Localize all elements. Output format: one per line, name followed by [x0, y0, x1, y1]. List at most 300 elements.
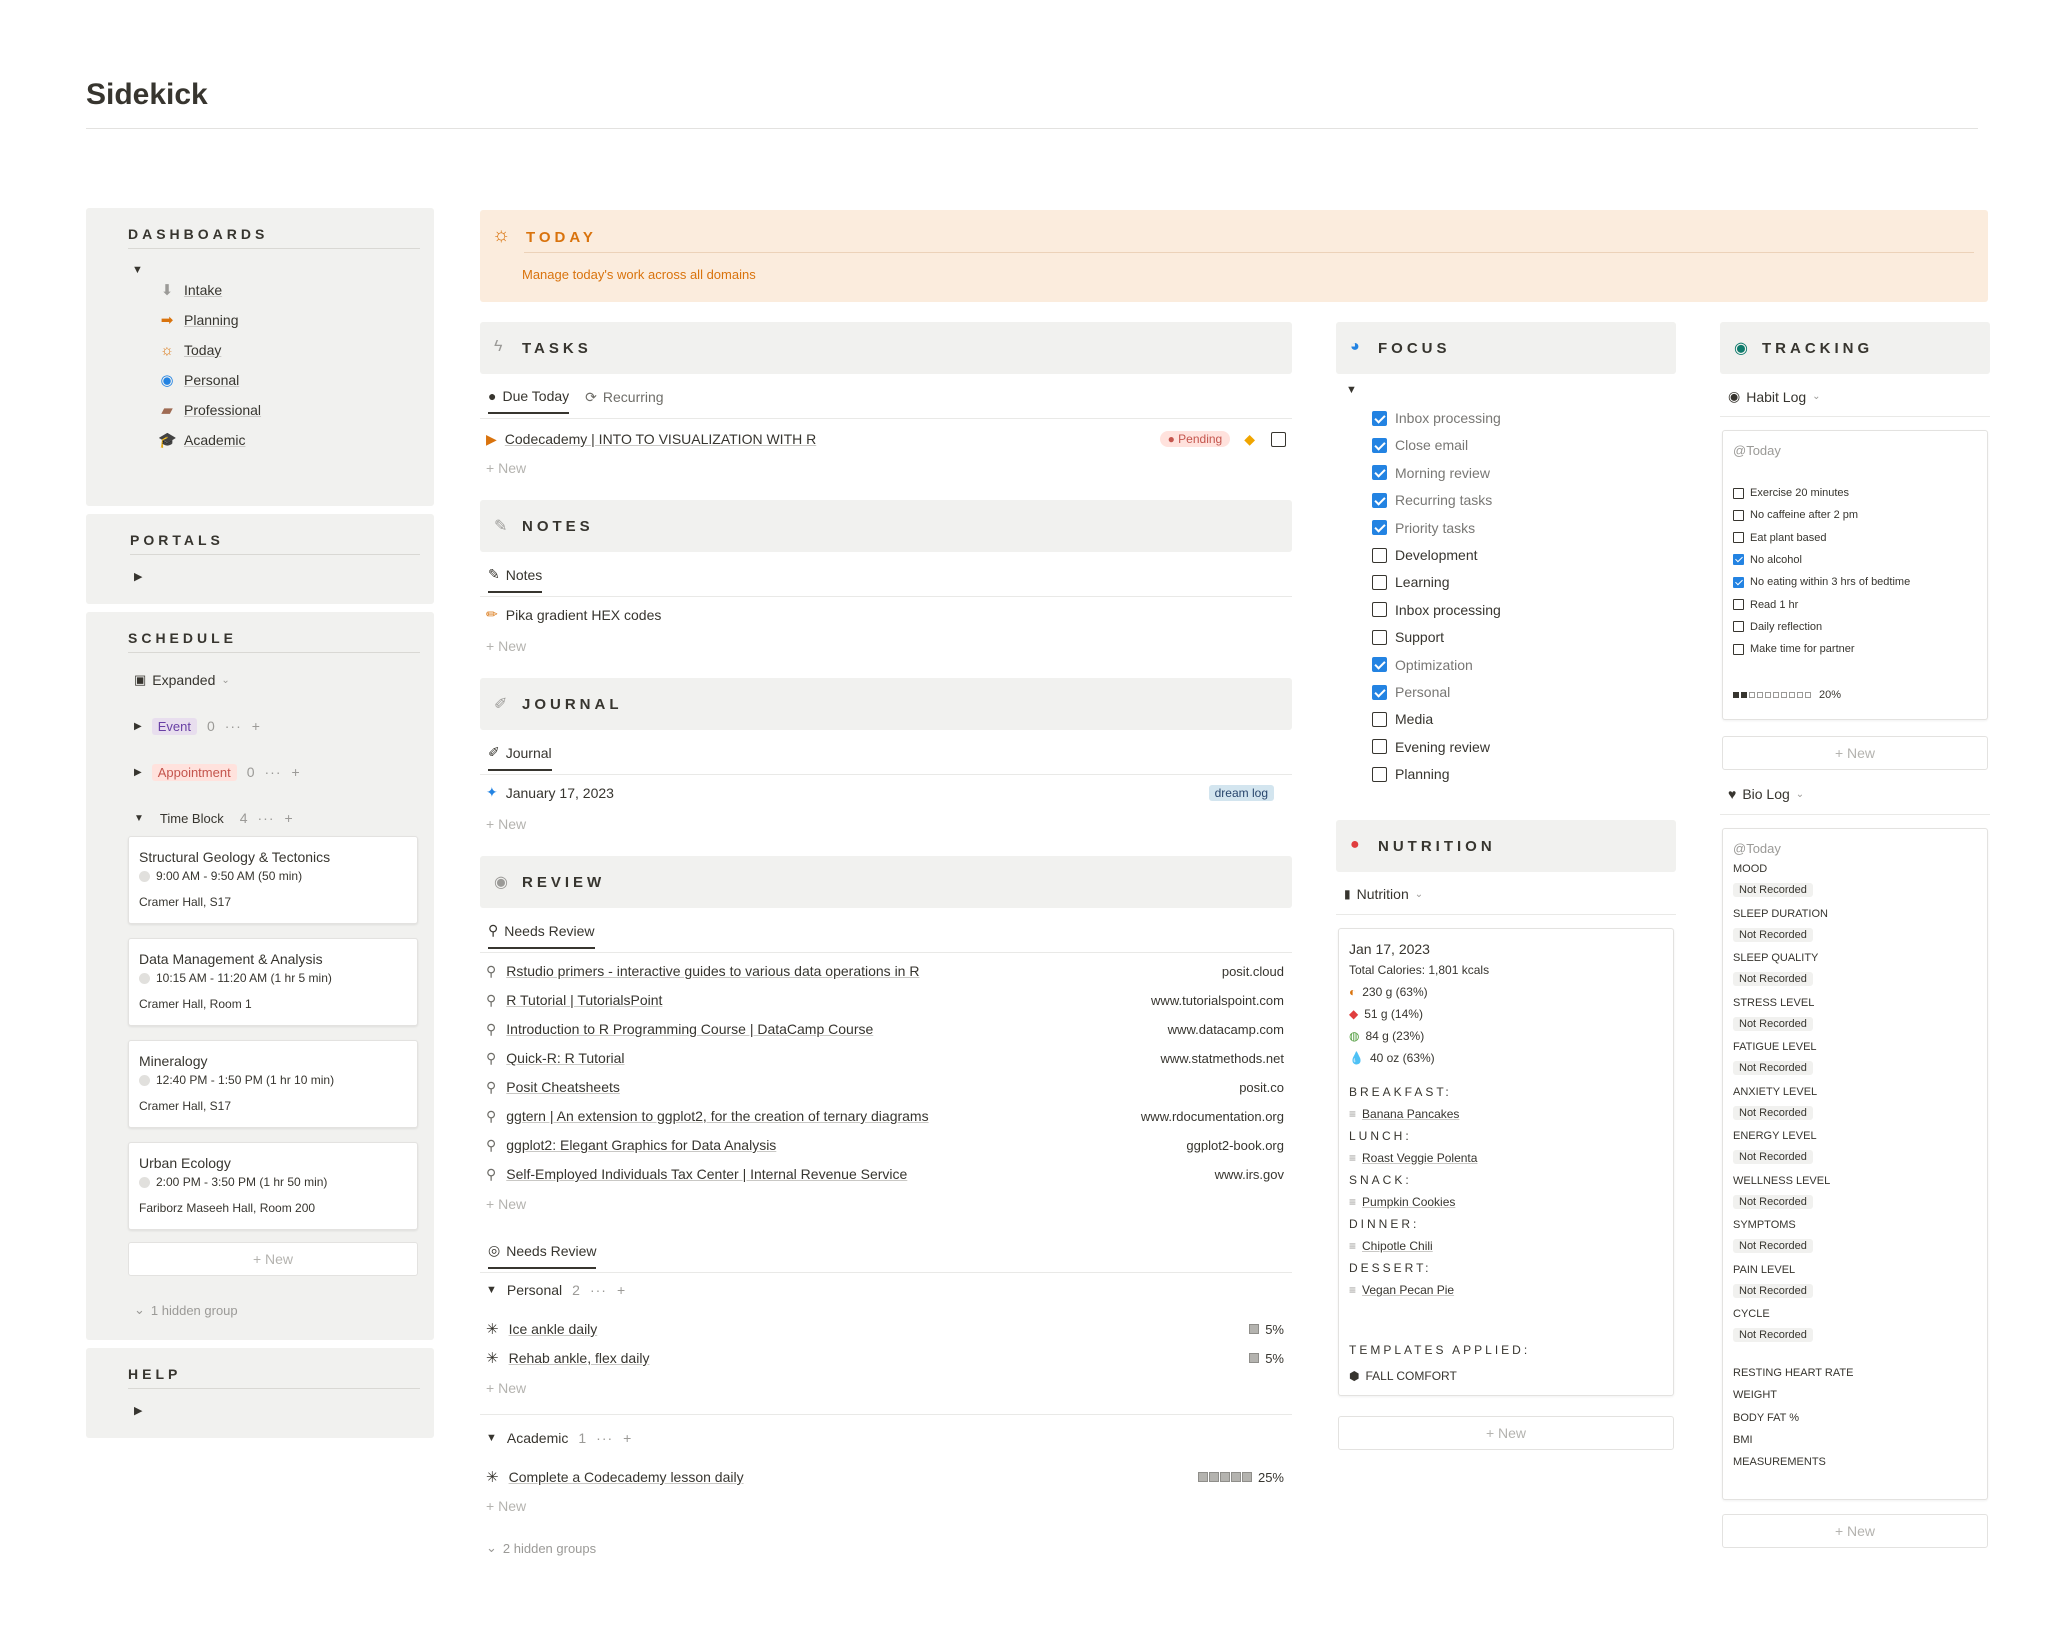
schedule-group-label: Time Block — [154, 810, 230, 827]
focus-item[interactable] — [1372, 518, 1475, 538]
focus-item[interactable] — [1372, 408, 1501, 428]
portals-panel — [86, 514, 434, 604]
note-title[interactable]: Pika gradient HEX codes — [505, 606, 662, 623]
schedule-heading: SCHEDULE — [128, 630, 238, 646]
habit-date: @Today — [1733, 443, 1781, 458]
document-lines-icon: ≡ — [1349, 1151, 1357, 1165]
status-badge-label: Pending — [1178, 432, 1223, 446]
review-hidden-groups-label: 2 hidden groups — [502, 1540, 597, 1556]
schedule-card-place: Fariborz Maseeh Hall, Room 200 — [139, 1201, 316, 1215]
review-divider-2 — [480, 1272, 1292, 1273]
focus-checkbox[interactable] — [1372, 493, 1387, 508]
focus-header — [1336, 322, 1676, 374]
focus-checkbox[interactable] — [1372, 657, 1387, 672]
chevron-down-icon: ⌄ — [134, 1302, 145, 1317]
progress-label: 5% — [1265, 1350, 1284, 1366]
document-lines-icon: ≡ — [1349, 1283, 1357, 1297]
focus-item[interactable] — [1372, 572, 1450, 592]
chevron-down-icon: ⌄ — [221, 674, 230, 686]
review-link-domain: posit.cloud — [1221, 963, 1284, 979]
arrow-right-icon: ➡ — [160, 312, 174, 329]
add-icon[interactable]: + — [251, 718, 261, 734]
paperclip-icon: ⚲ — [486, 1136, 497, 1153]
group-personal-label: Personal — [506, 1282, 563, 1298]
review-link-domain: www.tutorialspoint.com — [1151, 992, 1284, 1008]
document-lines-icon: ≡ — [1349, 1239, 1357, 1253]
habit-item[interactable] — [1733, 487, 1849, 499]
habit-item[interactable] — [1733, 532, 1826, 544]
sun-icon: ☼ — [492, 224, 511, 246]
focus-checkbox[interactable] — [1372, 767, 1387, 782]
review-hidden-groups[interactable] — [486, 1540, 596, 1556]
bio-new-label: New — [1847, 1523, 1876, 1539]
review-link-row[interactable] — [486, 1047, 1288, 1069]
bio-date: @Today — [1733, 841, 1781, 856]
note-row[interactable] — [486, 606, 661, 623]
review-item-title[interactable]: Ice ankle daily — [508, 1321, 598, 1337]
group-academic[interactable] — [486, 1430, 632, 1446]
tab-needs-review-habits[interactable] — [488, 1242, 596, 1269]
journal-new-button[interactable]: + New — [486, 816, 527, 832]
tab-journal-label: Journal — [505, 744, 552, 761]
template-item[interactable] — [1349, 1369, 1457, 1383]
nutrition-view-switcher[interactable] — [1344, 886, 1423, 902]
paperclip-icon: ⚲ — [486, 1107, 497, 1124]
habit-view-switcher[interactable] — [1728, 388, 1821, 405]
review-link-domain: www.rdocumentation.org — [1140, 1108, 1284, 1124]
more-icon[interactable]: ··· — [264, 764, 282, 780]
tab-recurring[interactable] — [585, 389, 663, 414]
task-checkbox[interactable] — [1271, 432, 1286, 447]
user-circle-icon: ◉ — [160, 372, 174, 389]
caret-right-icon: ▶ — [134, 720, 142, 732]
meal-item-name: Roast Veggie Polenta — [1362, 1151, 1478, 1165]
meal-item[interactable] — [1349, 1151, 1477, 1165]
review-new-button[interactable]: + New — [486, 1196, 527, 1212]
focus-heading: FOCUS — [1378, 340, 1451, 357]
paperclip-icon: ⚲ — [486, 1049, 497, 1066]
schedule-card[interactable] — [128, 938, 418, 1026]
progress-label: 25% — [1257, 1469, 1284, 1485]
review-link-domain: posit.co — [1239, 1079, 1284, 1095]
focus-item-label: Close email — [1395, 437, 1469, 454]
pencil-icon: ✏ — [486, 606, 498, 622]
focus-item[interactable] — [1372, 709, 1433, 729]
group-personal[interactable] — [486, 1282, 626, 1298]
edit-icon: ✎ — [494, 518, 508, 535]
personal-new-label: New — [498, 1380, 527, 1396]
edit-icon: ✎ — [488, 566, 500, 582]
progress-bar — [1249, 1353, 1259, 1363]
eye-icon: ◉ — [494, 874, 508, 891]
habit-progress-dots — [1733, 689, 1813, 701]
bio-field-value: Not Recorded — [1733, 972, 1813, 986]
bread-icon: ◐ — [1349, 985, 1357, 999]
meal-label: LUNCH: — [1349, 1129, 1412, 1143]
portals-heading: PORTALS — [130, 532, 224, 548]
more-icon[interactable]: ··· — [224, 718, 242, 734]
paperclip-icon: ⚲ — [486, 962, 497, 979]
schedule-group-1[interactable] — [134, 760, 301, 784]
habit-checkbox[interactable] — [1733, 599, 1744, 610]
focus-checkbox[interactable] — [1372, 602, 1387, 617]
hexagon-icon: ⬢ — [1349, 1369, 1360, 1383]
schedule-card-place: Cramer Hall, S17 — [139, 895, 232, 909]
play-circle-icon: ▶ — [486, 430, 497, 447]
heart-pulse-icon: ♥ — [1728, 786, 1737, 802]
focus-checkbox[interactable] — [1372, 411, 1387, 426]
toggle-caret-right-icon[interactable]: ▶ — [134, 1405, 143, 1417]
focus-item-label: Evening review — [1395, 738, 1490, 755]
macro-row — [1349, 985, 1428, 999]
tab-journal[interactable] — [488, 744, 552, 771]
habit-checkbox[interactable] — [1733, 488, 1744, 499]
bio-field-label: FATIGUE LEVEL — [1733, 1041, 1817, 1053]
review-link-title[interactable]: Quick-R: R Tutorial — [506, 1050, 625, 1066]
bio-extra-label: MEASUREMENTS — [1733, 1456, 1826, 1469]
focus-checkbox[interactable] — [1372, 548, 1387, 563]
add-icon[interactable]: + — [284, 810, 294, 826]
nutrition-card[interactable] — [1338, 928, 1674, 1396]
focus-checkbox[interactable] — [1372, 685, 1387, 700]
schedule-group-count: 0 — [206, 718, 215, 734]
apple-icon: ● — [1350, 836, 1360, 853]
portals-rule — [130, 554, 420, 555]
habit-checkbox[interactable] — [1733, 621, 1744, 632]
focus-item[interactable] — [1372, 737, 1490, 757]
review-link-title[interactable]: Posit Cheatsheets — [506, 1079, 620, 1095]
add-icon[interactable]: + — [291, 764, 301, 780]
schedule-card-title: Urban Ecology — [139, 1155, 231, 1171]
toggle-caret-down-icon[interactable]: ▼ — [132, 264, 143, 276]
focus-item-label: Inbox processing — [1395, 410, 1501, 426]
more-icon[interactable]: ··· — [589, 1282, 607, 1298]
check-circle-icon: ● — [488, 388, 497, 404]
focus-item[interactable] — [1372, 655, 1473, 675]
habit-progress-segment — [1757, 692, 1763, 698]
dashboard-link-personal[interactable] — [158, 368, 239, 392]
dashboard-link-label: Personal — [184, 372, 240, 388]
progress-label: 5% — [1265, 1321, 1284, 1337]
page-title: Sidekick — [86, 78, 208, 111]
bio-field-value: Not Recorded — [1733, 1017, 1813, 1031]
personal-new-button[interactable]: + New — [486, 1380, 527, 1396]
progress-bar — [1249, 1324, 1259, 1334]
schedule-card[interactable] — [128, 836, 418, 924]
review-link-row[interactable] — [486, 1134, 1288, 1156]
pen-icon: ✐ — [494, 696, 508, 713]
journal-entry-title[interactable]: January 17, 2023 — [505, 784, 614, 801]
toggle-caret-right-icon[interactable]: ▶ — [134, 571, 143, 583]
focus-item[interactable] — [1372, 600, 1501, 620]
academic-new-button[interactable]: + New — [486, 1498, 527, 1514]
group-academic-count: 1 — [578, 1430, 587, 1446]
review-link-title[interactable]: ggtern | An extension to ggplot2, for the creation of ternary diagrams — [506, 1108, 929, 1124]
macro-row — [1349, 1007, 1423, 1021]
tab-due-today-label: Due Today — [502, 388, 570, 404]
schedule-view-switcher[interactable] — [134, 672, 230, 688]
bio-field-label: ENERGY LEVEL — [1733, 1130, 1817, 1142]
habit-item[interactable] — [1733, 643, 1855, 655]
document-lines-icon: ≡ — [1349, 1107, 1357, 1121]
habit-divider — [1720, 416, 1990, 417]
focus-checkbox[interactable] — [1372, 520, 1387, 535]
habit-progress-segment — [1773, 692, 1779, 698]
arrow-down-icon: ⬇ — [160, 282, 174, 299]
habit-label: Read 1 hr — [1750, 598, 1799, 611]
schedule-new-label: New — [265, 1251, 294, 1267]
bio-divider — [1720, 814, 1990, 815]
notes-new-button[interactable]: + New — [486, 638, 527, 654]
bio-field-label: WELLNESS LEVEL — [1733, 1174, 1831, 1187]
nutrition-new-button[interactable]: + New — [1338, 1416, 1674, 1450]
dashboard-link-academic[interactable] — [158, 428, 245, 452]
schedule-group-2[interactable] — [134, 806, 294, 830]
notes-tabs — [488, 566, 542, 593]
sun-icon: ☼ — [160, 341, 174, 359]
review-link-domain: www.datacamp.com — [1167, 1021, 1284, 1037]
review-link-title[interactable]: Self-Employed Individuals Tax Center | Internal Revenue Service — [506, 1166, 908, 1182]
bio-field-label: SLEEP DURATION — [1733, 907, 1828, 920]
nutrition-date: Jan 17, 2023 — [1349, 941, 1430, 957]
schedule-card[interactable] — [128, 1142, 418, 1230]
clock-icon — [139, 973, 150, 984]
review-link-title[interactable]: Rstudio primers - interactive guides to various data operations in R — [506, 963, 920, 979]
schedule-new-button[interactable]: + New — [128, 1242, 418, 1276]
review-item-title[interactable]: Complete a Codecademy lesson daily — [508, 1469, 744, 1485]
today-banner — [480, 210, 1988, 302]
habit-checkbox[interactable] — [1733, 554, 1744, 565]
focus-checkbox[interactable] — [1372, 630, 1387, 645]
journal-divider — [480, 774, 1292, 775]
group-personal-count: 2 — [572, 1282, 580, 1298]
dashboard-link-label: Planning — [184, 312, 239, 328]
caret-right-icon: ▶ — [134, 766, 142, 778]
dashboard-link-label: Today — [184, 342, 222, 358]
progress-segment — [1249, 1353, 1259, 1363]
review-link-row[interactable] — [486, 1105, 1288, 1127]
bio-field-value: Not Recorded — [1733, 1239, 1813, 1253]
schedule-group-label: Event — [152, 718, 197, 735]
schedule-group-label: Appointment — [152, 764, 237, 781]
focus-item-label: Optimization — [1395, 656, 1473, 673]
caret-down-icon: ▼ — [486, 1284, 497, 1296]
habit-new-button[interactable]: + New — [1722, 736, 1988, 770]
bio-new-button[interactable]: + New — [1722, 1514, 1988, 1548]
notes-heading: NOTES — [522, 518, 594, 535]
review-link-title[interactable]: Introduction to R Programming Course | DataCamp Course — [506, 1021, 874, 1037]
task-row[interactable] — [486, 428, 1286, 450]
habit-checkbox[interactable] — [1733, 644, 1744, 655]
focus-item-label: Inbox processing — [1395, 601, 1501, 618]
schedule-group-0[interactable] — [134, 714, 261, 738]
bio-field-value: Not Recorded — [1733, 1328, 1813, 1342]
review-link-row[interactable] — [486, 1163, 1288, 1185]
bio-field-value: Not Recorded — [1733, 928, 1813, 942]
progress-segment — [1209, 1472, 1219, 1482]
habit-item[interactable] — [1733, 509, 1858, 521]
journal-tabs — [488, 744, 552, 771]
meal-item-name: Chipotle Chili — [1362, 1239, 1433, 1253]
review-heading: REVIEW — [522, 874, 606, 891]
focus-item[interactable] — [1372, 435, 1468, 455]
focus-item[interactable] — [1372, 627, 1444, 647]
meal-item[interactable] — [1349, 1239, 1433, 1253]
title-divider — [86, 128, 1978, 129]
review-tabs — [488, 922, 595, 949]
habit-label: Exercise 20 minutes — [1750, 487, 1850, 499]
focus-item[interactable] — [1372, 490, 1492, 510]
tracking-target-icon: ◉ — [1734, 340, 1748, 357]
paperclip-icon: ⚲ — [486, 1020, 497, 1037]
templates-label: TEMPLATES APPLIED: — [1349, 1343, 1531, 1357]
focus-checkbox[interactable] — [1372, 739, 1387, 754]
review-item-title[interactable]: Rehab ankle, flex daily — [508, 1350, 650, 1366]
habit-item[interactable] — [1733, 621, 1822, 633]
review-link-row[interactable] — [486, 989, 1288, 1011]
target-icon: ◎ — [488, 1242, 501, 1258]
schedule-card-time-label: 2:00 PM - 3:50 PM (1 hr 50 min) — [156, 1175, 328, 1189]
focus-item[interactable] — [1372, 545, 1478, 565]
task-title[interactable]: Codecademy | INTO TO VISUALIZATION WITH R — [504, 431, 817, 447]
habit-checkbox[interactable] — [1733, 532, 1744, 543]
refresh-icon: ⟳ — [585, 388, 597, 405]
focus-item-label: Development — [1395, 547, 1478, 563]
caret-down-icon: ▼ — [134, 812, 144, 824]
help-heading: HELP — [128, 1366, 182, 1382]
schedule-group-count: 4 — [239, 810, 248, 826]
habit-progress-segment — [1733, 692, 1739, 698]
bio-extra-label: RESTING HEART RATE — [1733, 1367, 1854, 1379]
habit-progress-segment — [1797, 692, 1803, 698]
dashboard-link-professional[interactable] — [158, 398, 261, 422]
progress-segment — [1231, 1472, 1241, 1482]
focus-item-label: Morning review — [1395, 464, 1490, 481]
focus-item[interactable] — [1372, 463, 1490, 483]
toggle-caret-down-icon[interactable]: ▼ — [1346, 384, 1357, 396]
caret-down-icon: ▼ — [486, 1432, 497, 1444]
bio-view-label: Bio Log — [1742, 786, 1790, 802]
meal-label: SNACK: — [1349, 1173, 1412, 1187]
schedule-card-title: Structural Geology & Tectonics — [139, 849, 331, 865]
habit-item[interactable] — [1733, 599, 1798, 611]
help-panel — [86, 1348, 434, 1438]
journal-row[interactable] — [486, 784, 1286, 801]
schedule-card[interactable] — [128, 1040, 418, 1128]
review-item-row[interactable] — [486, 1318, 1288, 1340]
tracking-header — [1720, 322, 1990, 374]
schedule-group-count: 0 — [246, 764, 255, 780]
bio-field-value: Not Recorded — [1733, 1284, 1813, 1298]
meat-icon: ◆ — [1349, 1007, 1359, 1021]
tasks-new-button[interactable]: + New — [486, 460, 527, 476]
schedule-card-time — [139, 971, 332, 985]
tab-due-today[interactable] — [488, 388, 569, 414]
focus-checkbox[interactable] — [1372, 575, 1387, 590]
progress-segment — [1242, 1472, 1252, 1482]
dashboard-link-today[interactable] — [158, 338, 221, 362]
add-icon[interactable]: + — [616, 1282, 627, 1298]
schedule-card-time — [139, 869, 302, 883]
focus-item[interactable] — [1372, 682, 1450, 702]
review-link-row[interactable] — [486, 960, 1288, 982]
tab-notes[interactable] — [488, 566, 542, 593]
schedule-card-title: Mineralogy — [139, 1053, 208, 1069]
bio-field-value: Not Recorded — [1733, 1061, 1813, 1075]
review-link-title[interactable]: R Tutorial | TutorialsPoint — [506, 992, 663, 1008]
meal-item[interactable] — [1349, 1107, 1459, 1121]
chevron-down-icon: ⌄ — [486, 1540, 497, 1555]
review-link-row[interactable] — [486, 1018, 1288, 1040]
focus-item[interactable] — [1372, 764, 1450, 784]
review-item-row[interactable] — [486, 1466, 1288, 1488]
review-item-row[interactable] — [486, 1347, 1288, 1369]
tasks-new-label: New — [498, 460, 527, 476]
progress-segment — [1198, 1472, 1208, 1482]
tab-needs-review-links[interactable] — [488, 922, 595, 949]
schedule-card-title: Data Management & Analysis — [139, 951, 323, 967]
focus-checkbox[interactable] — [1372, 712, 1387, 727]
schedule-hidden-groups[interactable] — [134, 1302, 238, 1318]
today-heading: TODAY — [526, 229, 597, 246]
focus-globe-icon: ◕ — [1350, 338, 1360, 355]
bio-card[interactable] — [1722, 828, 1988, 1500]
meal-item[interactable] — [1349, 1283, 1454, 1297]
focus-checkbox[interactable] — [1372, 465, 1387, 480]
dashboard-link-intake[interactable] — [158, 278, 222, 302]
schedule-card-place: Cramer Hall, S17 — [139, 1099, 232, 1113]
asterisk-icon: ✳ — [486, 1469, 499, 1486]
notes-new-label: New — [498, 638, 527, 654]
macro-value: 40 oz (63%) — [1369, 1051, 1435, 1065]
habit-label: Eat plant based — [1750, 531, 1827, 544]
journal-tag: dream log — [1209, 785, 1274, 801]
habit-label: No alcohol — [1750, 553, 1802, 566]
macro-value: 51 g (14%) — [1364, 1007, 1423, 1021]
meal-item-name: Pumpkin Cookies — [1362, 1195, 1456, 1209]
bio-view-switcher[interactable] — [1728, 786, 1804, 802]
review-link-row[interactable] — [486, 1076, 1288, 1098]
macro-row — [1349, 1029, 1424, 1043]
more-icon[interactable]: ··· — [596, 1430, 614, 1446]
tracking-heading: TRACKING — [1762, 340, 1874, 357]
nutrition-header — [1336, 820, 1676, 872]
habit-checkbox[interactable] — [1733, 510, 1744, 521]
focus-item-label: Personal — [1395, 684, 1451, 700]
meal-item[interactable] — [1349, 1195, 1455, 1209]
add-icon[interactable]: + — [623, 1430, 633, 1446]
dashboard-link-planning[interactable] — [158, 308, 239, 332]
target-icon: ◉ — [1728, 388, 1741, 404]
habit-card[interactable] — [1722, 430, 1988, 720]
habit-checkbox[interactable] — [1733, 577, 1744, 588]
bio-field-value: Not Recorded — [1733, 1106, 1813, 1120]
more-icon[interactable]: ··· — [257, 810, 275, 826]
calendar-icon: ▣ — [134, 672, 147, 687]
review-link-title[interactable]: ggplot2: Elegant Graphics for Data Analysis — [506, 1137, 777, 1153]
review-header — [480, 856, 1292, 908]
meal-item-name: Banana Pancakes — [1362, 1107, 1460, 1121]
habit-item[interactable] — [1733, 554, 1802, 566]
document-lines-icon: ≡ — [1349, 1195, 1357, 1209]
bio-extra-label: BODY FAT % — [1733, 1411, 1800, 1424]
tab-notes-label: Notes — [505, 566, 543, 583]
bio-extra-label: WEIGHT — [1733, 1389, 1777, 1402]
priority-diamond-icon: ◆ — [1244, 430, 1255, 447]
notes-header — [480, 500, 1292, 552]
focus-checkbox[interactable] — [1372, 438, 1387, 453]
habit-item[interactable] — [1733, 576, 1910, 588]
